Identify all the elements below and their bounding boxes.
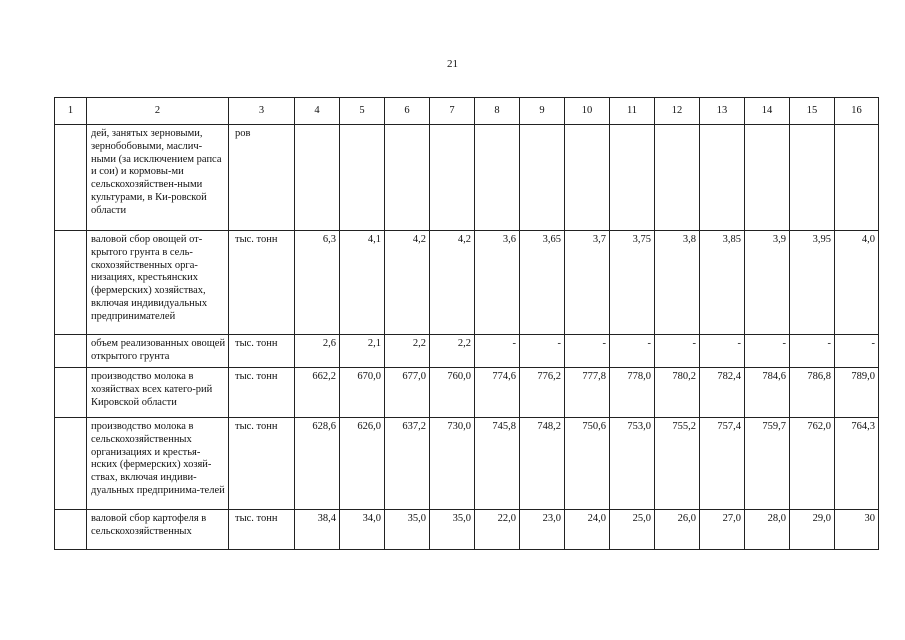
value-cell: - <box>655 335 700 368</box>
value-cell: 677,0 <box>385 368 430 418</box>
row-index-cell <box>55 510 87 550</box>
unit-cell: тыс. тонн <box>229 418 295 510</box>
value-cell: 755,2 <box>655 418 700 510</box>
value-cell <box>700 125 745 231</box>
value-cell <box>340 125 385 231</box>
value-cell: 3,6 <box>475 231 520 335</box>
header-cell-1: 1 <box>55 98 87 125</box>
value-cell: 789,0 <box>835 368 879 418</box>
header-cell-10: 10 <box>565 98 610 125</box>
value-cell: 782,4 <box>700 368 745 418</box>
header-cell-4: 4 <box>295 98 340 125</box>
value-cell: 3,75 <box>610 231 655 335</box>
unit-cell: тыс. тонн <box>229 231 295 335</box>
row-index-cell <box>55 368 87 418</box>
unit-cell: тыс. тонн <box>229 335 295 368</box>
value-cell: 4,2 <box>385 231 430 335</box>
value-cell: 29,0 <box>790 510 835 550</box>
value-cell: 757,4 <box>700 418 745 510</box>
value-cell: 764,3 <box>835 418 879 510</box>
value-cell: 3,85 <box>700 231 745 335</box>
table-row <box>55 368 879 418</box>
value-cell: - <box>790 335 835 368</box>
value-cell: 35,0 <box>385 510 430 550</box>
value-cell: 760,0 <box>430 368 475 418</box>
unit-cell: тыс. тонн <box>229 368 295 418</box>
value-cell <box>565 125 610 231</box>
value-cell: 762,0 <box>790 418 835 510</box>
value-cell: 34,0 <box>340 510 385 550</box>
value-cell <box>835 125 879 231</box>
value-cell: 4,1 <box>340 231 385 335</box>
indicator-name-cell: производство молока в хозяйствах всех катего-рий Кировской области <box>87 368 229 418</box>
value-cell <box>790 125 835 231</box>
value-cell: 784,6 <box>745 368 790 418</box>
header-cell-11: 11 <box>610 98 655 125</box>
header-cell-8: 8 <box>475 98 520 125</box>
value-cell <box>520 125 565 231</box>
value-cell <box>295 125 340 231</box>
value-cell: 24,0 <box>565 510 610 550</box>
table-row <box>55 510 879 550</box>
value-cell: 23,0 <box>520 510 565 550</box>
value-cell: 750,6 <box>565 418 610 510</box>
value-cell: 626,0 <box>340 418 385 510</box>
table-row <box>55 335 879 368</box>
header-cell-16: 16 <box>835 98 879 125</box>
header-cell-2: 2 <box>87 98 229 125</box>
indicator-name-cell: производство молока в сельскохозяйственных организациях и крестья-нских (фермерских) хозяй-ствах, включая индиви-дуальных предпринима-телей <box>87 418 229 510</box>
value-cell: - <box>700 335 745 368</box>
value-cell: 776,2 <box>520 368 565 418</box>
value-cell: 759,7 <box>745 418 790 510</box>
value-cell: 27,0 <box>700 510 745 550</box>
value-cell: 745,8 <box>475 418 520 510</box>
value-cell: - <box>565 335 610 368</box>
value-cell: 28,0 <box>745 510 790 550</box>
value-cell <box>745 125 790 231</box>
value-cell: 786,8 <box>790 368 835 418</box>
header-cell-7: 7 <box>430 98 475 125</box>
value-cell: 4,2 <box>430 231 475 335</box>
value-cell: 2,2 <box>385 335 430 368</box>
header-cell-13: 13 <box>700 98 745 125</box>
header-row <box>55 98 879 125</box>
value-cell: - <box>835 335 879 368</box>
value-cell: - <box>475 335 520 368</box>
value-cell <box>655 125 700 231</box>
value-cell: 3,8 <box>655 231 700 335</box>
table-row <box>55 418 879 510</box>
value-cell: 3,7 <box>565 231 610 335</box>
value-cell: 753,0 <box>610 418 655 510</box>
value-cell: 38,4 <box>295 510 340 550</box>
value-cell: - <box>610 335 655 368</box>
header-cell-12: 12 <box>655 98 700 125</box>
row-index-cell <box>55 335 87 368</box>
value-cell: 730,0 <box>430 418 475 510</box>
value-cell: 774,6 <box>475 368 520 418</box>
value-cell: 4,0 <box>835 231 879 335</box>
value-cell: 777,8 <box>565 368 610 418</box>
unit-cell: тыс. тонн <box>229 510 295 550</box>
value-cell: - <box>745 335 790 368</box>
indicator-name-cell: валовой сбор картофеля в сельскохозяйственных <box>87 510 229 550</box>
value-cell: 748,2 <box>520 418 565 510</box>
value-cell: 22,0 <box>475 510 520 550</box>
value-cell: 780,2 <box>655 368 700 418</box>
value-cell <box>385 125 430 231</box>
value-cell: 6,3 <box>295 231 340 335</box>
value-cell: 670,0 <box>340 368 385 418</box>
table-row <box>55 125 879 231</box>
value-cell: 662,2 <box>295 368 340 418</box>
value-cell: 2,2 <box>430 335 475 368</box>
row-index-cell <box>55 125 87 231</box>
value-cell: 637,2 <box>385 418 430 510</box>
header-cell-3: 3 <box>229 98 295 125</box>
header-cell-14: 14 <box>745 98 790 125</box>
indicator-name-cell: валовой сбор овощей от-крытого грунта в сель-скохозяйственных орга-низациях, крестьянских (фермерских) хозяйствах, включая индивидуальных предпринимателей <box>87 231 229 335</box>
header-cell-6: 6 <box>385 98 430 125</box>
value-cell: 778,0 <box>610 368 655 418</box>
indicator-name-cell: дей, занятых зерновыми, зернобобовыми, маслич-ными (за исключением рапса и сои) и кормовы-ми сельскохозяйствен-ными культурами, в Ки-ровской области <box>87 125 229 231</box>
table-row <box>55 231 879 335</box>
indicator-name-cell: объем реализованных овощей открытого грунта <box>87 335 229 368</box>
value-cell <box>610 125 655 231</box>
value-cell: 30 <box>835 510 879 550</box>
value-cell: 628,6 <box>295 418 340 510</box>
value-cell: 35,0 <box>430 510 475 550</box>
header-cell-9: 9 <box>520 98 565 125</box>
header-cell-5: 5 <box>340 98 385 125</box>
header-cell-15: 15 <box>790 98 835 125</box>
value-cell: 25,0 <box>610 510 655 550</box>
value-cell <box>475 125 520 231</box>
value-cell: 2,6 <box>295 335 340 368</box>
value-cell: - <box>520 335 565 368</box>
row-index-cell <box>55 231 87 335</box>
value-cell: 26,0 <box>655 510 700 550</box>
unit-cell: ров <box>229 125 295 231</box>
value-cell: 2,1 <box>340 335 385 368</box>
value-cell: 3,65 <box>520 231 565 335</box>
data-table <box>54 97 879 550</box>
page-number: 21 <box>447 58 458 70</box>
value-cell: 3,95 <box>790 231 835 335</box>
value-cell <box>430 125 475 231</box>
value-cell: 3,9 <box>745 231 790 335</box>
row-index-cell <box>55 418 87 510</box>
